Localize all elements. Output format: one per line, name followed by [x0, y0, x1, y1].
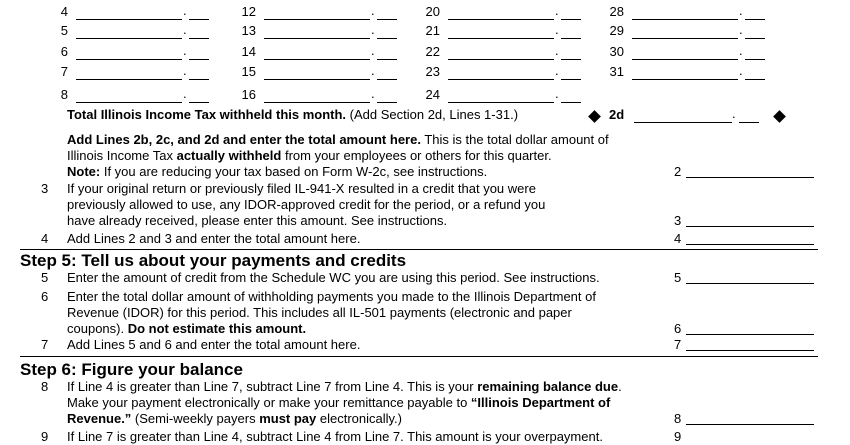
line-5-text: Enter the amount of credit from the Schedule WC you are using this period. See instructions. — [67, 270, 600, 285]
total-line-note: (Add Section 2d, Lines 1-31.) — [346, 107, 519, 122]
decimal-point: . — [739, 22, 743, 37]
day-amount-cents-field[interactable] — [561, 65, 581, 80]
section-divider — [20, 249, 818, 250]
day-amount-dollars-field[interactable] — [632, 45, 738, 60]
line-6-text-3a: coupons). — [67, 321, 128, 336]
day-amount-dollars-field[interactable] — [76, 5, 182, 20]
line-8-field[interactable] — [686, 410, 814, 425]
section-divider-2 — [20, 356, 818, 357]
line-2d-ref: 2d — [609, 107, 625, 122]
day-number: 16 — [241, 87, 256, 102]
day-amount-dollars-field[interactable] — [264, 88, 370, 103]
decimal-point: . — [555, 63, 559, 78]
day-number: 13 — [241, 23, 256, 38]
decimal-point: . — [555, 86, 559, 101]
day-number: 22 — [425, 44, 440, 59]
line-4-field[interactable] — [686, 230, 814, 245]
day-number: 28 — [609, 4, 624, 19]
line-7-number: 7 — [674, 337, 682, 352]
day-amount-dollars-field[interactable] — [76, 45, 182, 60]
day-number: 14 — [241, 44, 256, 59]
day-amount-cents-field[interactable] — [377, 65, 397, 80]
line-2-number: 2 — [674, 164, 682, 179]
decimal-point: . — [371, 3, 375, 18]
line-7-text: Add Lines 5 and 6 and enter the total amount here. — [67, 337, 361, 352]
day-amount-cents-field[interactable] — [745, 65, 765, 80]
day-amount-dollars-field[interactable] — [264, 65, 370, 80]
line-3-text-2: previously allowed to use, any IDOR-approved credit for the period, or a refund you — [67, 197, 546, 212]
line-2-text-2c: from your employees or others for this quarter. — [281, 148, 552, 163]
line-8-text-3b: (Semi-weekly payers — [131, 411, 260, 426]
day-amount-dollars-field[interactable] — [448, 5, 554, 20]
day-amount-cents-field[interactable] — [189, 5, 209, 20]
line-2d-cents-field[interactable] — [739, 108, 759, 123]
day-number: 23 — [425, 64, 440, 79]
line-8-text-1 — [67, 379, 622, 395]
line-8-balance-due: remaining balance due — [477, 379, 619, 394]
total-line-bold: Total Illinois Income Tax withheld this month. — [67, 107, 347, 122]
day-amount-dollars-field[interactable] — [76, 65, 182, 80]
line-4-text: Add Lines 2 and 3 and enter the total amount here. — [67, 231, 361, 246]
line-2-rest: This is the total dollar amount of — [420, 132, 609, 147]
day-number: 30 — [609, 44, 624, 59]
day-amount-dollars-field[interactable] — [448, 65, 554, 80]
line-3-text-3: have already received, please enter this amount. See instructions. — [67, 213, 448, 228]
day-amount-cents-field[interactable] — [561, 24, 581, 39]
day-amount-cents-field[interactable] — [561, 5, 581, 20]
step-6-heading: Step 6: Figure your balance — [20, 360, 243, 379]
day-amount-dollars-field[interactable] — [76, 88, 182, 103]
line-6-text-2: Revenue (IDOR) for this period. This includes all IL-501 payments (electronic and paper — [67, 305, 572, 320]
day-amount-cents-field[interactable] — [745, 45, 765, 60]
day-amount-dollars-field[interactable] — [448, 88, 554, 103]
line-4-number: 4 — [674, 231, 682, 246]
line-8-text-3 — [67, 411, 402, 427]
line-8-text-1c: . — [618, 379, 622, 394]
line-8-number: 8 — [674, 411, 682, 426]
day-number: 31 — [609, 64, 624, 79]
day-amount-dollars-field[interactable] — [76, 24, 182, 39]
line-8-must-pay: must pay — [259, 411, 317, 426]
day-amount-cents-field[interactable] — [745, 24, 765, 39]
line-3-number: 3 — [674, 213, 682, 228]
line-2d-dollars-field[interactable] — [634, 108, 732, 123]
line-5-field[interactable] — [686, 269, 814, 284]
line-2-text-2b: actually withheld — [176, 148, 282, 163]
line-8-payee: “Illinois Department of — [470, 395, 611, 410]
diamond-marker-left-icon — [588, 110, 601, 123]
decimal-point: . — [183, 3, 187, 18]
day-amount-cents-field[interactable] — [561, 45, 581, 60]
decimal-point: . — [183, 63, 187, 78]
line-3-field[interactable] — [686, 212, 814, 227]
day-amount-dollars-field[interactable] — [448, 45, 554, 60]
decimal-point: . — [371, 63, 375, 78]
decimal-point: . — [183, 22, 187, 37]
day-number: 29 — [609, 23, 624, 38]
decimal-point: . — [739, 43, 743, 58]
day-amount-dollars-field[interactable] — [264, 5, 370, 20]
step-5-heading: Step 5: Tell us about your payments and credits — [20, 251, 407, 270]
day-amount-dollars-field[interactable] — [632, 24, 738, 39]
line-6-text-1: Enter the total dollar amount of withholding payments you made to the Illinois Department of — [67, 289, 596, 304]
day-amount-cents-field[interactable] — [745, 5, 765, 20]
line-2-field[interactable] — [686, 163, 814, 178]
line-3-number-left: 3 — [41, 181, 49, 196]
day-number: 20 — [425, 4, 440, 19]
line-9-text: If Line 7 is greater than Line 4, subtract Line 4 from Line 7. This amount is your overpayment. — [67, 429, 603, 444]
day-number: 8 — [60, 87, 68, 102]
decimal-point: . — [739, 3, 743, 18]
line-5-number-left: 5 — [41, 270, 49, 285]
note-text: If you are reducing your tax based on Form W-2c, see instructions. — [100, 164, 488, 179]
decimal-point: . — [371, 43, 375, 58]
line-8-number-left: 8 — [41, 379, 49, 394]
line-8-text-3d: electronically.) — [316, 411, 402, 426]
decimal-point: . — [371, 22, 375, 37]
decimal-point: . — [732, 106, 736, 121]
day-amount-dollars-field[interactable] — [264, 24, 370, 39]
diamond-marker-right-icon — [773, 110, 786, 123]
line-8-text-2a: Make your payment electronically or make your remittance payable to — [67, 395, 471, 410]
day-number: 7 — [60, 64, 68, 79]
line-6-number: 6 — [674, 321, 682, 336]
day-amount-dollars-field[interactable] — [264, 45, 370, 60]
day-number: 4 — [60, 4, 68, 19]
line-2-text-1 — [67, 132, 609, 148]
day-number: 21 — [425, 23, 440, 38]
day-amount-cents-field[interactable] — [189, 24, 209, 39]
line-8-text-2 — [67, 395, 610, 411]
note-label: Note: — [67, 164, 101, 179]
decimal-point: . — [739, 63, 743, 78]
day-amount-cents-field[interactable] — [377, 45, 397, 60]
line-4-number-left: 4 — [41, 231, 49, 246]
line-6-field[interactable] — [686, 320, 814, 335]
line-3-text-1: If your original return or previously filed IL-941-X resulted in a credit that you were — [67, 181, 536, 196]
decimal-point: . — [555, 3, 559, 18]
decimal-point: . — [555, 43, 559, 58]
day-number: 12 — [241, 4, 256, 19]
line-2-note — [67, 164, 487, 180]
line-9-number-left: 9 — [41, 429, 49, 444]
day-number: 15 — [241, 64, 256, 79]
day-amount-dollars-field[interactable] — [632, 65, 738, 80]
line-6-warning: Do not estimate this amount. — [127, 321, 307, 336]
day-amount-cents-field[interactable] — [377, 24, 397, 39]
line-6-number-left: 6 — [41, 289, 49, 304]
decimal-point: . — [371, 86, 375, 101]
line-6-text-3 — [67, 321, 306, 337]
day-amount-cents-field[interactable] — [561, 88, 581, 103]
line-8-text-1a: If Line 4 is greater than Line 7, subtract Line 7 from Line 4. This is your — [67, 379, 478, 394]
decimal-point: . — [183, 43, 187, 58]
decimal-point: . — [555, 22, 559, 37]
day-amount-cents-field[interactable] — [189, 45, 209, 60]
day-number: 24 — [425, 87, 440, 102]
line-2-text-2a: Illinois Income Tax — [67, 148, 177, 163]
line-5-number: 5 — [674, 270, 682, 285]
line-2-bold: Add Lines 2b, 2c, and 2d and enter the total amount here. — [67, 132, 421, 147]
line-7-number-left: 7 — [41, 337, 49, 352]
day-amount-cents-field[interactable] — [189, 65, 209, 80]
line-9-number: 9 — [674, 429, 682, 444]
day-number: 6 — [60, 44, 68, 59]
day-amount-cents-field[interactable] — [189, 88, 209, 103]
decimal-point: . — [183, 86, 187, 101]
total-line-label — [67, 107, 518, 122]
line-2-text-2 — [67, 148, 552, 164]
day-amount-dollars-field[interactable] — [632, 5, 738, 20]
day-amount-dollars-field[interactable] — [448, 24, 554, 39]
day-amount-cents-field[interactable] — [377, 5, 397, 20]
line-7-field[interactable] — [686, 336, 814, 351]
line-8-payee-end: Revenue.” — [67, 411, 132, 426]
day-number: 5 — [60, 23, 68, 38]
day-amount-cents-field[interactable] — [377, 88, 397, 103]
